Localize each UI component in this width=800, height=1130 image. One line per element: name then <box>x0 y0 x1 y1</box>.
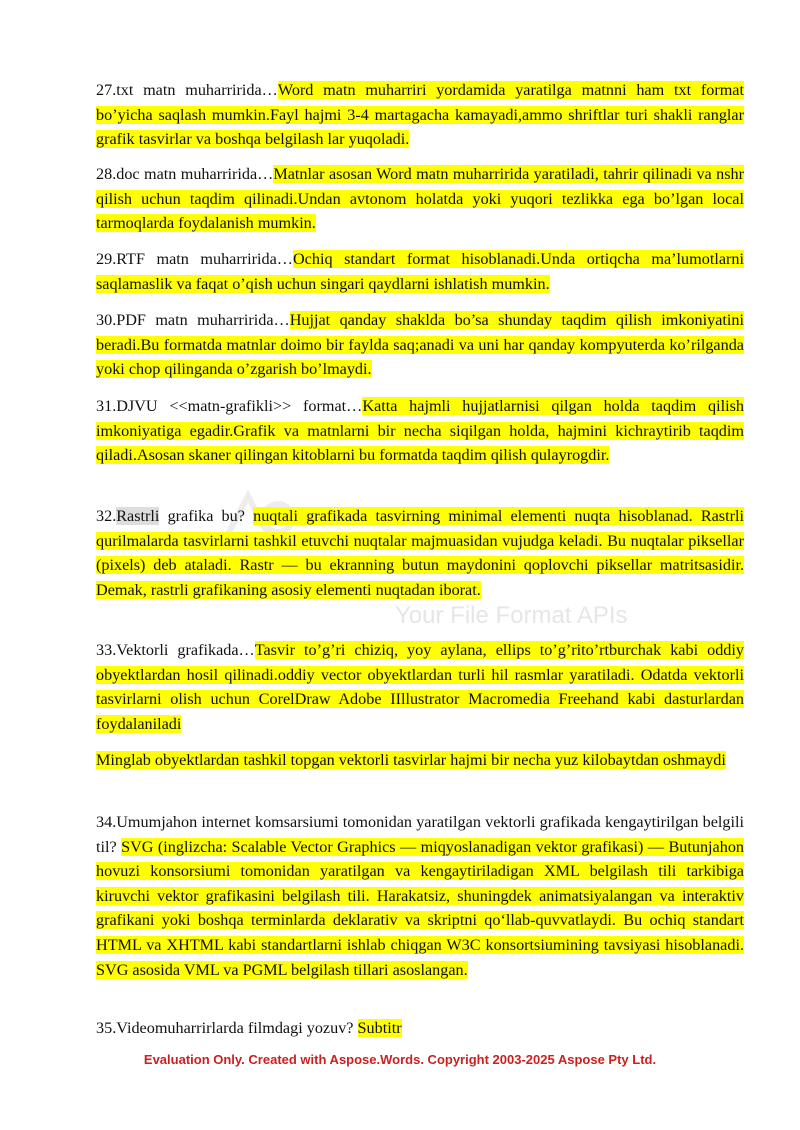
paragraph-prefix: 27.txt matn muharririda… <box>96 81 278 99</box>
highlighted-answer: nuqtali grafikada tasvirning minimal elementi nuqta hisoblanad. Rastrli qurilmalarda tasvirlarni tashkil etuvchi nuqtalar majmuasidan vujudga keladi. Bu nuqtalar piksellar (pixels) deb ataladi. Rastr — bu ekranning butun maydonini qoplovchi piksellar matritsasidir. Demak, rastrli grafikaning asosiy elementi nuqtadan iborat. <box>96 507 744 599</box>
paragraph-prefix: 29.RTF matn muharririda… <box>96 250 293 268</box>
paragraph-prefix: 31.DJVU <<matn-grafikli>> format… <box>96 397 363 415</box>
paragraph-33 <box>96 638 744 736</box>
paragraph-33-continued <box>96 748 744 773</box>
highlighted-answer: SVG (inglizcha: Scalable Vector Graphics — miqyoslanadigan vektor grafikasi) — Butunjahon hovuzi konsorsiumi tomonidan yaratilgan va kengaytiriladigan XML belgilash tili tarkibiga kiruvchi vektor grafikasini belgilash tili. Harakatsiz, shuningdek animatsiyalangan va interaktiv grafikani yoki boshqa terminlarda deklarativ va skriptni qo‘llab-quvvatlaydi. Bu ochiq standart HTML va XHTML kabi standartlarni ishlab chiqgan W3C konsortsiumining tavsiyasi hisoblanadi. SVG asosida VML va PGML belgilash tillari asoslangan. <box>96 837 745 979</box>
highlighted-answer: Katta hajmli hujjatlarnisi qilgan holda taqdim qilish imkoniyatiga egadir.Grafik va matnlarni bir necha siqilgan holda, hajmini kichraytirib taqdim qiladi.Asosan skaner qilingan kitoblarni bu formatda taqdim qilish qulayrogdir. <box>96 397 744 465</box>
paragraph-prefix: 33.Vektorli grafikada… <box>96 641 255 659</box>
paragraph-prefix: 30.PDF matn muharririda… <box>96 311 290 329</box>
paragraph-34 <box>96 810 744 982</box>
selected-word: Rastrli <box>116 507 160 525</box>
highlighted-answer: Subtitr <box>357 1019 402 1037</box>
watermark-text: Your File Format APIs <box>395 602 628 629</box>
paragraph-number: 32. <box>96 507 117 525</box>
paragraph-prefix: 35.Videomuharrirlarda filmdagi yozuv? <box>96 1019 358 1037</box>
paragraph-30 <box>96 308 744 382</box>
highlighted-answer: Minglab obyektlardan tashkil topgan vektorli tasvirlar hajmi bir necha yuz kilobaytdan oshmaydi <box>96 751 726 769</box>
paragraph-32 <box>96 504 744 602</box>
paragraph-35 <box>96 1016 744 1041</box>
highlighted-answer: Hujjat qanday shaklda bo’sa shunday taqdim qilish imkoniyatini beradi.Bu formatda matnlar doimo bir faylda saq;anadi va uni har qanday kompyuterda ko’rilganda yoki chop qilinganda o’zgarish bo’lmaydi. <box>96 311 744 379</box>
paragraph-prefix: 34.Umumjahon internet komsarsiumi tomonidan yaratilgan vektorli grafikada kengaytirilgan belgili til? <box>96 813 744 856</box>
paragraph-31 <box>96 394 744 468</box>
highlighted-answer: Tasvir to’g’ri chiziq, yoy aylana, ellips to’g’rito’rtburchak kabi oddiy obyektlardan hosil qilinadi.oddiy vector obyektlardan turli hil rasmlar yaratiladi. Odatda vektorli tasvirlarni olish uchun CorelDraw Adobe IIllustrator Macromedia Freehand kabi dasturlardan foydalaniladi <box>96 641 744 733</box>
highlighted-answer: Word matn muharriri yordamida yaratilga matnni ham txt format bo’yicha saqlash mumkin.Fayl hajmi 3-4 martagacha kamayadi,ammo shriftlar turi shakli ranglar grafik tasvirlar va boshqa belgilash lar yuqoladi. <box>96 81 744 149</box>
paragraph-28 <box>96 162 744 236</box>
paragraph-27 <box>96 78 744 152</box>
evaluation-footer: Evaluation Only. Created with Aspose.Words. Copyright 2003-2025 Aspose Pty Ltd. <box>143 1052 657 1067</box>
paragraph-29 <box>96 247 744 296</box>
highlighted-answer: Matnlar asosan Word matn muharririda yaratiladi, tahrir qilinadi va nshr qilish uchun taqdim qilinadi.Undan avtonom holatda yoki yuqori tezlikka ega bo’lgan local tarmoqlarda foydalanish mumkin. <box>96 165 744 233</box>
paragraph-prefix: grafika bu? <box>159 507 254 525</box>
paragraph-prefix: 28.doc matn muharririda… <box>96 165 274 183</box>
highlighted-answer: Ochiq standart format hisoblanadi.Unda ortiqcha ma’lumotlarni saqlamaslik va faqat o’qish uchun singari qaydlarni ishlatish mumkin. <box>96 250 744 293</box>
